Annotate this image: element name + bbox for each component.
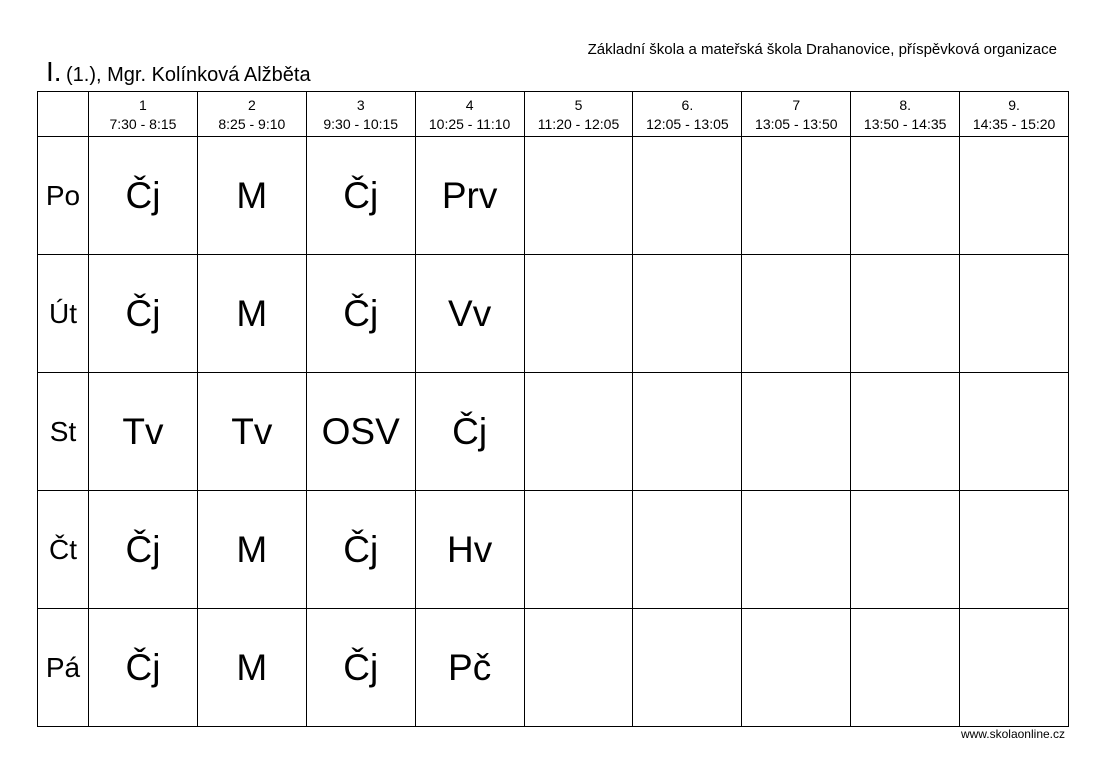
- lesson-cell: [851, 137, 960, 255]
- period-number: 2: [247, 97, 256, 113]
- lesson-cell: [960, 137, 1069, 255]
- timetable: [37, 91, 1069, 727]
- period-number: 5: [574, 97, 583, 113]
- lesson-cell: M: [197, 137, 306, 255]
- day-row: [38, 373, 1069, 491]
- lesson-cell: Čj: [306, 137, 415, 255]
- lesson-cell: [524, 491, 633, 609]
- lesson-cell: Čj: [306, 491, 415, 609]
- period-time: 9:30 - 10:15: [323, 116, 399, 132]
- period-number: 4: [465, 97, 474, 113]
- day-name: Út: [38, 255, 89, 373]
- lesson-cell: [851, 373, 960, 491]
- corner-cell: [38, 92, 89, 137]
- period-header: [742, 92, 851, 137]
- period-header: [197, 92, 306, 137]
- period-header: [633, 92, 742, 137]
- lesson-cell: [633, 609, 742, 727]
- period-header-row: [38, 92, 1069, 137]
- lesson-cell: [742, 255, 851, 373]
- period-time: 13:05 - 13:50: [755, 116, 838, 132]
- lesson-cell: [851, 609, 960, 727]
- day-row: [38, 609, 1069, 727]
- lesson-cell: Čj: [89, 609, 198, 727]
- period-header: [306, 92, 415, 137]
- day-name: Po: [38, 137, 89, 255]
- day-row: [38, 137, 1069, 255]
- lesson-cell: Tv: [197, 373, 306, 491]
- lesson-cell: [851, 255, 960, 373]
- period-number: 1: [139, 97, 147, 113]
- lesson-cell: [633, 255, 742, 373]
- lesson-cell: [960, 255, 1069, 373]
- lesson-cell: [742, 137, 851, 255]
- lesson-cell: Čj: [415, 373, 524, 491]
- lesson-cell: Vv: [415, 255, 524, 373]
- lesson-cell: Hv: [415, 491, 524, 609]
- lesson-cell: [633, 137, 742, 255]
- lesson-cell: [524, 137, 633, 255]
- lesson-cell: [524, 373, 633, 491]
- period-header: [89, 92, 198, 137]
- lesson-cell: [851, 491, 960, 609]
- lesson-cell: Pč: [415, 609, 524, 727]
- period-time: 12:05 - 13:05: [646, 116, 729, 132]
- period-number: 8.: [899, 97, 912, 113]
- lesson-cell: [633, 373, 742, 491]
- period-number: 6.: [681, 97, 694, 113]
- lesson-cell: [960, 609, 1069, 727]
- period-header: [851, 92, 960, 137]
- day-name: Čt: [38, 491, 89, 609]
- period-header: [415, 92, 524, 137]
- lesson-cell: Čj: [306, 255, 415, 373]
- day-name: Pá: [38, 609, 89, 727]
- period-time: 7:30 - 8:15: [109, 116, 177, 132]
- lesson-cell: Čj: [89, 255, 198, 373]
- lesson-cell: Čj: [89, 491, 198, 609]
- website-link[interactable]: www.skolaonline.cz: [960, 727, 1065, 741]
- period-time: 14:35 - 15:20: [972, 116, 1056, 132]
- lesson-cell: [742, 373, 851, 491]
- lesson-cell: [524, 609, 633, 727]
- lesson-cell: Prv: [415, 137, 524, 255]
- class-teacher: (1.), Mgr. Kolínková Alžběta: [66, 64, 311, 86]
- lesson-cell: OSV: [306, 373, 415, 491]
- period-header: [524, 92, 633, 137]
- lesson-cell: M: [197, 491, 306, 609]
- lesson-cell: [742, 609, 851, 727]
- lesson-cell: Čj: [306, 609, 415, 727]
- lesson-cell: [524, 255, 633, 373]
- lesson-cell: [633, 491, 742, 609]
- period-time: 13:50 - 14:35: [863, 116, 947, 132]
- lesson-cell: [742, 491, 851, 609]
- lesson-cell: M: [197, 609, 306, 727]
- day-row: [38, 255, 1069, 373]
- period-time: 8:25 - 9:10: [218, 116, 286, 132]
- day-name: St: [38, 373, 89, 491]
- lesson-cell: [960, 373, 1069, 491]
- lesson-cell: M: [197, 255, 306, 373]
- period-number: 3: [356, 97, 365, 113]
- period-number: 9.: [1008, 97, 1020, 113]
- lesson-cell: Tv: [89, 373, 198, 491]
- lesson-cell: Čj: [89, 137, 198, 255]
- period-header: [960, 92, 1069, 137]
- school-name: Základní škola a mateřská škola Drahanovice, příspěvková organizace: [587, 41, 1057, 58]
- class-label: I.: [46, 56, 62, 87]
- page-title: [46, 56, 311, 93]
- period-time: 10:25 - 11:10: [428, 116, 511, 132]
- period-time: 11:20 - 12:05: [537, 116, 620, 132]
- lesson-cell: [960, 491, 1069, 609]
- day-row: [38, 491, 1069, 609]
- period-number: 7: [792, 97, 801, 113]
